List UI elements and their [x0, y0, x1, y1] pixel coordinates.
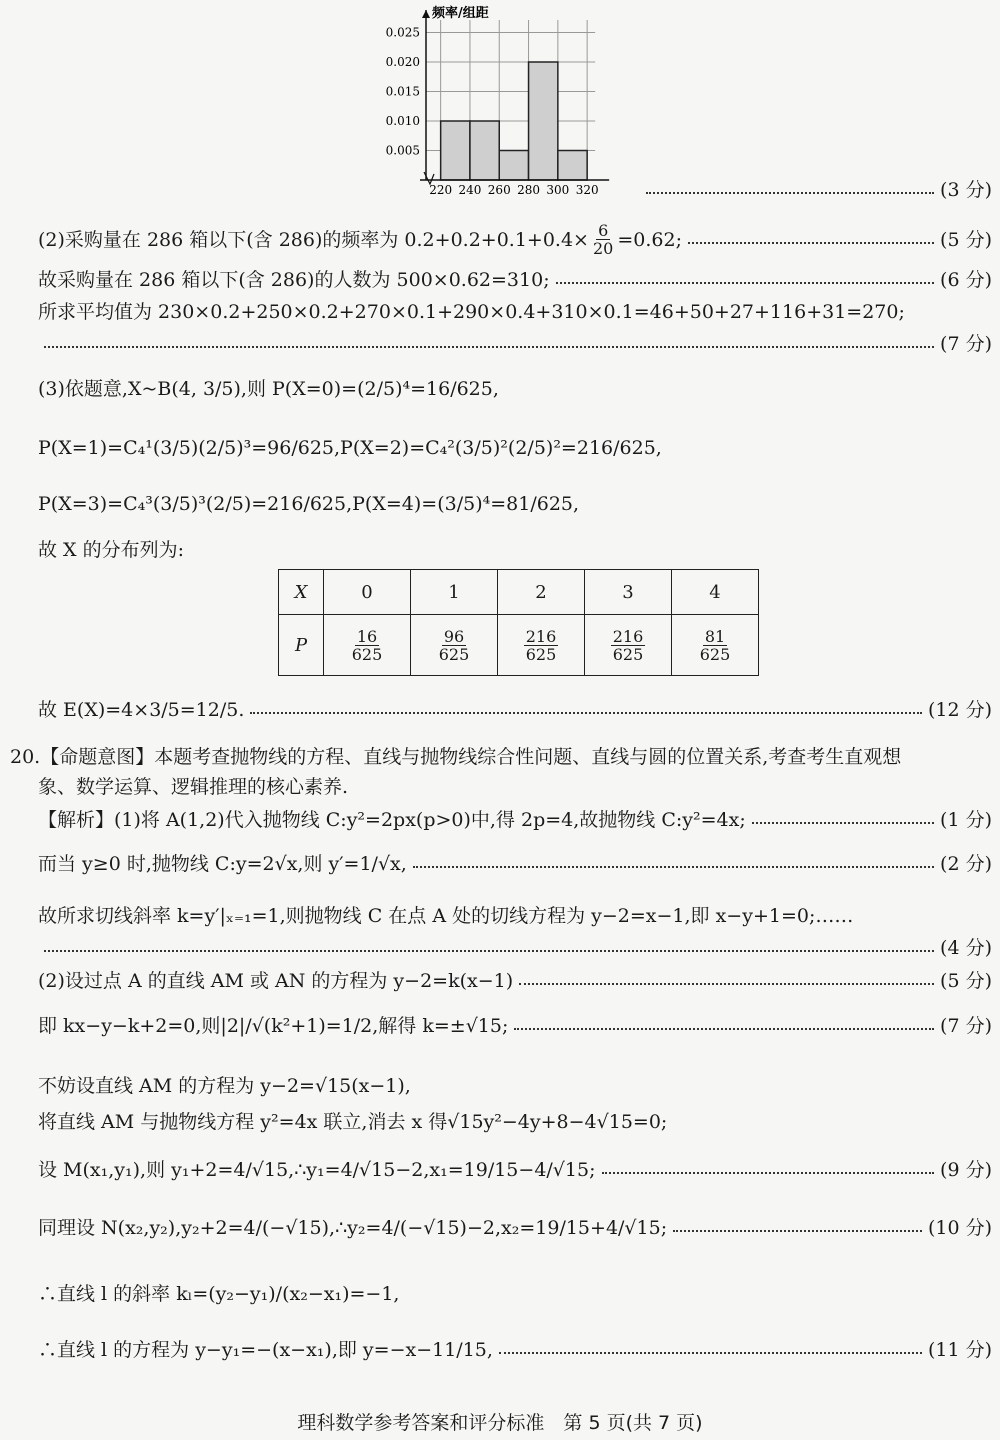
- dots: [602, 1162, 935, 1174]
- sol-2: [38, 852, 992, 876]
- cell: X: [279, 570, 324, 615]
- dots: [688, 232, 934, 244]
- text: ∴直线 l 的方程为 y−y₁=−(x−x₁),即 y=−x−11/15,: [38, 1339, 493, 1361]
- cell: 3: [585, 570, 672, 615]
- histogram-bar: [470, 121, 499, 180]
- dots: [556, 272, 934, 284]
- sol-5: [38, 1014, 992, 1038]
- score: (4 分): [940, 937, 992, 959]
- cell: P: [279, 615, 324, 676]
- denominator: 625: [612, 644, 644, 664]
- q20-intent: 20.【命题意图】本题考查抛物线的方程、直线与抛物线综合性问题、直线与圆的位置关系,考查考生直观想: [10, 746, 902, 768]
- cell: [585, 615, 672, 676]
- line-4: 所求平均值为 230×0.2+250×0.2+270×0.1+290×0.4+310×0.1=46+50+27+116+31=270;: [38, 301, 905, 323]
- sol-3: 故所求切线斜率 k=y′|ₓ₌₁=1,则抛物线 C 在点 A 处的切线方程为 y−2=x−1,即 x−y+1=0;……: [38, 905, 854, 927]
- y-tick-label: 0.005: [385, 143, 420, 158]
- line-4-score: [38, 332, 992, 356]
- fraction: [350, 628, 385, 663]
- text: (2)设过点 A 的直线 AM 或 AN 的方程为 y−2=k(x−1): [38, 970, 514, 992]
- text: 故 E(X)=4×3/5=12/5.: [38, 699, 245, 721]
- x-tick-label: 260: [487, 183, 511, 197]
- sol-3-score: [38, 936, 992, 960]
- histogram-bar: [529, 62, 558, 180]
- score: (1 分): [940, 809, 992, 831]
- cell: 1: [411, 570, 498, 615]
- y-axis-arrow: [422, 10, 430, 18]
- text: (2)采购量在 286 箱以下(含 286)的频率为 0.2+0.2+0.1+0.4×: [38, 228, 589, 251]
- text: 即 kx−y−k+2=0,则|2|/√(k²+1)=1/2,解得 k=±√15;: [38, 1015, 509, 1037]
- fraction: [698, 628, 733, 663]
- histogram-bar: [558, 151, 587, 181]
- denominator: 625: [699, 644, 731, 664]
- sol-11: [38, 1338, 992, 1362]
- dots: [752, 812, 934, 824]
- chart-score-row: [640, 178, 992, 202]
- line-3: [38, 268, 992, 292]
- denominator: 20: [592, 239, 614, 258]
- line-8: 故 X 的分布列为:: [38, 539, 185, 561]
- cell: [324, 615, 411, 676]
- text: 而当 y≥0 时,抛物线 C:y=2√x,则 y′=1/√x,: [38, 853, 407, 875]
- numerator: 96: [443, 626, 465, 646]
- frequency-histogram: [370, 0, 670, 200]
- score: (7 分): [940, 333, 992, 355]
- fraction: [591, 222, 615, 257]
- score: (12 分): [927, 699, 992, 721]
- x-tick-label: 320: [575, 183, 599, 197]
- dots: [413, 856, 934, 868]
- text: =0.62;: [617, 228, 682, 251]
- score: (10 分): [927, 1217, 992, 1239]
- line-2: [38, 222, 992, 257]
- sol-1: [38, 808, 992, 832]
- score: (5 分): [940, 970, 992, 992]
- score: (7 分): [940, 1015, 992, 1037]
- dots: [250, 702, 922, 714]
- cell: [498, 615, 585, 676]
- fraction: [524, 628, 559, 663]
- text: 设 M(x₁,y₁),则 y₁+2=4/√15,∴y₁=4/√15−2,x₁=19/15−4/√15;: [38, 1159, 596, 1181]
- line-6: P(X=1)=C₄¹(3/5)(2/5)³=96/625,P(X=2)=C₄²(3/5)²(2/5)²=216/625,: [38, 437, 662, 459]
- q20-intent-2: 象、数学运算、逻辑推理的核心素养.: [38, 776, 349, 798]
- dots: [519, 973, 934, 985]
- dots: [514, 1018, 934, 1030]
- score: (2 分): [940, 853, 992, 875]
- x-tick-label: 300: [546, 183, 570, 197]
- line-5: (3)依题意,X~B(4, 3/5),则 P(X=0)=(2/5)⁴=16/625,: [38, 378, 499, 400]
- text: 同理设 N(x₂,y₂),y₂+2=4/(−√15),∴y₂=4/(−√15)−2,x₂=19/15+4/√15;: [38, 1217, 668, 1239]
- sol-9: [38, 1216, 992, 1240]
- score: (9 分): [940, 1159, 992, 1181]
- y-axis-label: 频率/组距: [432, 6, 489, 21]
- dots: [44, 940, 934, 952]
- score: (3 分): [940, 179, 992, 201]
- sol-7: 将直线 AM 与抛物线方程 y²=4x 联立,消去 x 得√15y²−4y+8−4√15=0;: [38, 1111, 668, 1133]
- denominator: 625: [438, 644, 470, 664]
- numerator: 6: [598, 221, 609, 240]
- cell: [411, 615, 498, 676]
- dots: [44, 336, 934, 348]
- cell: 0: [324, 570, 411, 615]
- cell: 4: [672, 570, 759, 615]
- numerator: 216: [525, 626, 557, 646]
- y-tick-label: 0.020: [385, 55, 420, 69]
- x-tick-label: 280: [517, 183, 541, 197]
- score: (6 分): [940, 269, 992, 291]
- score: (5 分): [940, 228, 992, 251]
- distribution-table: [278, 569, 759, 676]
- histogram-bar: [499, 151, 528, 181]
- y-tick-label: 0.025: [385, 25, 420, 40]
- numerator: 16: [356, 626, 378, 646]
- dots: [673, 1220, 922, 1232]
- y-tick-label: 0.015: [385, 84, 420, 99]
- cell: [672, 615, 759, 676]
- fraction: [437, 628, 472, 663]
- dots: [499, 1342, 922, 1354]
- line-7: P(X=3)=C₄³(3/5)³(2/5)=216/625,P(X=4)=(3/5)⁴=81/625,: [38, 493, 580, 515]
- histogram-bar: [441, 121, 470, 180]
- sol-8: [38, 1158, 992, 1182]
- denominator: 625: [351, 644, 383, 664]
- dots: [646, 182, 934, 194]
- x-tick-label: 220: [429, 183, 453, 197]
- sol-10: ∴直线 l 的斜率 kₗ=(y₂−y₁)/(x₂−x₁)=−1,: [38, 1283, 400, 1305]
- y-tick-label: 0.010: [385, 114, 420, 128]
- x-tick-label: 240: [458, 183, 482, 197]
- page-footer: 理科数学参考答案和评分标准 第 5 页(共 7 页): [297, 1412, 703, 1434]
- line-expectation: [38, 698, 992, 722]
- score: (11 分): [927, 1339, 992, 1361]
- cell: 2: [498, 570, 585, 615]
- numerator: 216: [612, 626, 644, 646]
- denominator: 625: [525, 644, 557, 664]
- text: 故采购量在 286 箱以下(含 286)的人数为 500×0.62=310;: [38, 269, 550, 291]
- sol-4: [38, 969, 992, 993]
- sol-6: 不妨设直线 AM 的方程为 y−2=√15(x−1),: [38, 1075, 411, 1097]
- fraction: [611, 628, 646, 663]
- text: 【解析】(1)将 A(1,2)代入抛物线 C:y²=2px(p>0)中,得 2p=4,故抛物线 C:y²=4x;: [38, 809, 746, 831]
- numerator: 81: [704, 626, 726, 646]
